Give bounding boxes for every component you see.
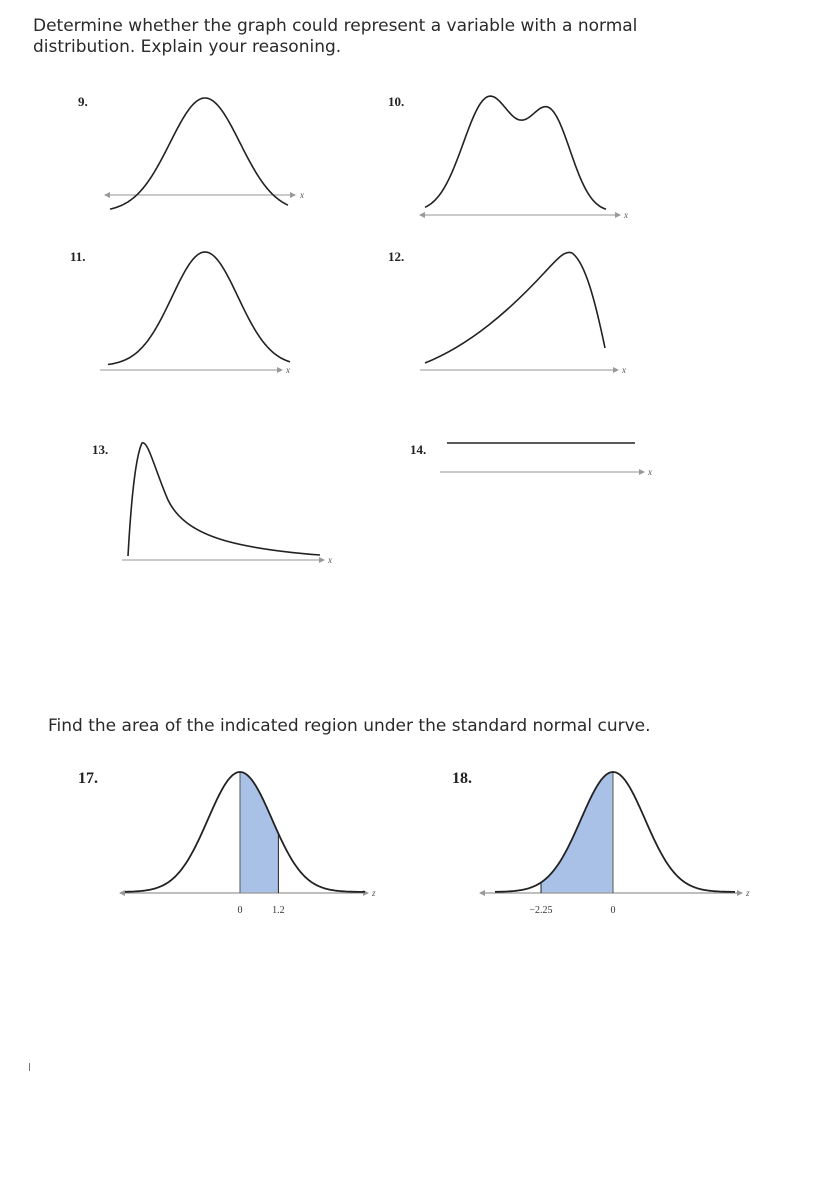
axis-label-13: x: [328, 555, 332, 565]
curve-12: [425, 252, 605, 363]
curve-9: [110, 98, 288, 209]
tick-label-18-0: −2.25: [529, 905, 553, 916]
axis-label-10: x: [624, 210, 628, 220]
curve-10: [425, 96, 606, 209]
problem-number-10: 10.: [388, 94, 405, 109]
axis-label-11: x: [286, 365, 290, 375]
axis-label-12: x: [622, 365, 626, 375]
axis-label-18: z: [746, 888, 750, 898]
problem-number-13: 13.: [92, 442, 109, 457]
axis-label-9: x: [300, 190, 304, 200]
axis-label-14: x: [648, 467, 652, 477]
problem-number-17: 17.: [78, 770, 98, 787]
area-instructions: Find the area of the indicated region under the standard normal curve.: [48, 716, 651, 736]
tick-label-17-1: 1.2: [272, 905, 285, 916]
problem-number-18: 18.: [452, 770, 472, 787]
axis-label-17: z: [372, 888, 376, 898]
problem-number-14: 14.: [410, 442, 427, 457]
problem-number-11: 11.: [70, 249, 86, 264]
stray-mark: [29, 1063, 30, 1071]
instructions-line-2: distribution. Explain your reasoning.: [33, 37, 342, 57]
problem-number-9: 9.: [78, 94, 88, 109]
tick-label-17-0: 0: [237, 905, 243, 916]
curve-13: [128, 443, 320, 556]
instructions-line-1: Determine whether the graph could represent a variable with a normal: [33, 16, 638, 36]
tick-label-18-1: 0: [610, 905, 616, 916]
problem-number-12: 12.: [388, 249, 405, 264]
shaded-region-18: [541, 772, 613, 893]
curve-11: [108, 252, 290, 365]
curve-18: [495, 772, 735, 892]
